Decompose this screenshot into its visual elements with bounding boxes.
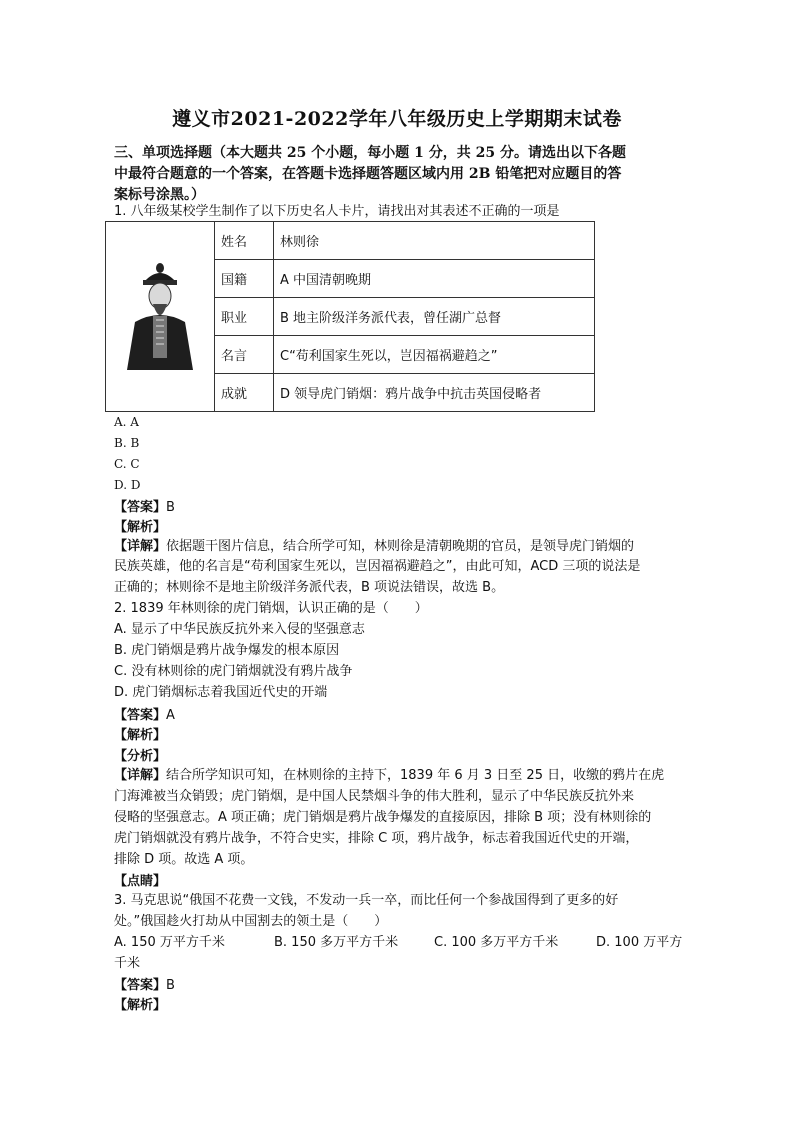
q1-option-c: C. C bbox=[114, 457, 140, 471]
card-label-quote: 名言 bbox=[215, 336, 274, 374]
q2-answer bbox=[114, 704, 175, 723]
q3-option-d-wrap: 千米 bbox=[114, 956, 141, 971]
q3-option-a: A. 150 万平方千米 bbox=[114, 935, 225, 950]
q3-option-d: D. 100 万平方 bbox=[596, 935, 683, 950]
q2-detail-line-4: 虎门销烟就没有鸦片战争，不符合史实，排除 C 项，鸦片战争，标志着我国近代史的开端， bbox=[114, 831, 639, 846]
q2-detail-line-1 bbox=[114, 766, 664, 786]
q1-option-a: A. A bbox=[114, 415, 139, 429]
section-instructions-line-1: 三、单项选择题（本大题共 25 个小题，每小题 1 分，共 25 分。请选出以下各题 bbox=[114, 145, 626, 161]
answer-tag: 【答案】 bbox=[114, 708, 167, 723]
q3-option-b: B. 150 多万平方千米 bbox=[274, 935, 399, 950]
q2-option-b: B. 虎门销烟是鸦片战争爆发的根本原因 bbox=[114, 643, 340, 658]
detail-tag: 【详解】 bbox=[114, 539, 167, 554]
q3-stem-line-1: 3. 马克思说“俄国不花费一文钱，不发动一兵一卒，而比任何一个参战国得到了更多的好 bbox=[114, 893, 619, 908]
portrait-cell bbox=[106, 222, 215, 412]
card-label-occupation: 职业 bbox=[215, 298, 274, 336]
q2-stem: 2. 1839 年林则徐的虎门销烟，认识正确的是（ ） bbox=[114, 601, 428, 616]
q2-dianjing-tag: 【点睛】 bbox=[114, 874, 167, 889]
detail-text: 结合所学知识可知，在林则徐的主持下，1839 年 6 月 3 日至 25 日，收缴的鸦片在虎 bbox=[166, 768, 665, 783]
answer-value: A bbox=[166, 708, 175, 723]
historical-figure-card bbox=[105, 221, 595, 412]
card-value-occupation: B 地主阶级洋务派代表，曾任湖广总督 bbox=[274, 298, 595, 336]
q2-option-d: D. 虎门销烟标志着我国近代史的开端 bbox=[114, 685, 328, 700]
q1-analysis-tag: 【解析】 bbox=[114, 520, 167, 535]
q2-option-c: C. 没有林则徐的虎门销烟就没有鸦片战争 bbox=[114, 664, 353, 679]
section-instructions-line-2: 中最符合题意的一个答案，在答题卡选择题答题区域内用 2B 铅笔把对应题目的答 bbox=[114, 166, 622, 182]
q2-option-a: A. 显示了中华民族反抗外来入侵的坚强意志 bbox=[114, 622, 365, 637]
section-instructions-line-3: 案标号涂黑。） bbox=[114, 187, 205, 203]
card-label-nationality: 国籍 bbox=[215, 260, 274, 298]
card-value-quote: C“苟利国家生死以，岂因福祸避趋之” bbox=[274, 336, 595, 374]
card-label-name: 姓名 bbox=[215, 222, 274, 260]
answer-tag: 【答案】 bbox=[114, 500, 167, 515]
q3-option-c: C. 100 多万平方千米 bbox=[434, 935, 559, 950]
q1-stem: 1. 八年级某校学生制作了以下历史名人卡片，请找出对其表述不正确的一项是 bbox=[114, 204, 560, 219]
card-value-name: 林则徐 bbox=[274, 222, 595, 260]
card-value-nationality: A 中国清朝晚期 bbox=[274, 260, 595, 298]
q2-fenxi-tag: 【分析】 bbox=[114, 749, 167, 764]
q1-option-d: D. D bbox=[114, 478, 141, 492]
card-value-achievement: D 领导虎门销烟：鸦片战争中抗击英国侵略者 bbox=[274, 374, 595, 412]
answer-value: B bbox=[166, 500, 175, 515]
q3-stem-line-2: 处。”俄国趁火打劫从中国割去的领土是（ ） bbox=[114, 914, 388, 929]
q2-analysis-tag: 【解析】 bbox=[114, 728, 167, 743]
q3-analysis-tag: 【解析】 bbox=[114, 998, 167, 1013]
q2-detail-line-3: 侵略的坚强意志。A 项正确；虎门销烟是鸦片战争爆发的直接原因，排除 B 项；没有林则徐的 bbox=[114, 810, 652, 825]
q1-detail-line-1 bbox=[114, 537, 634, 557]
q1-answer bbox=[114, 496, 175, 515]
q2-detail-line-5: 排除 D 项。故选 A 项。 bbox=[114, 852, 254, 867]
q1-option-b: B. B bbox=[114, 436, 140, 450]
page-title: 遵义市2021-2022学年八年级历史上学期期末试卷 bbox=[172, 108, 622, 130]
answer-value: B bbox=[166, 978, 175, 993]
q1-detail-line-3: 正确的；林则徐不是地主阶级洋务派代表，B 项说法错误，故选 B。 bbox=[114, 580, 505, 595]
detail-text: 依据题干图片信息，结合所学可知，林则徐是清朝晚期的官员，是领导虎门销烟的 bbox=[166, 539, 635, 554]
detail-tag: 【详解】 bbox=[114, 768, 167, 783]
q2-detail-line-2: 门海滩被当众销毁；虎门销烟，是中国人民禁烟斗争的伟大胜利，显示了中华民族反抗外来 bbox=[114, 789, 635, 804]
card-label-achievement: 成就 bbox=[215, 374, 274, 412]
answer-tag: 【答案】 bbox=[114, 978, 167, 993]
q1-detail-line-2: 民族英雄，他的名言是“苟利国家生死以，岂因福祸避趋之”，由此可知，ACD 三项的说法是 bbox=[114, 559, 641, 574]
q3-answer bbox=[114, 974, 175, 993]
lin-zexu-portrait-image bbox=[117, 260, 203, 370]
